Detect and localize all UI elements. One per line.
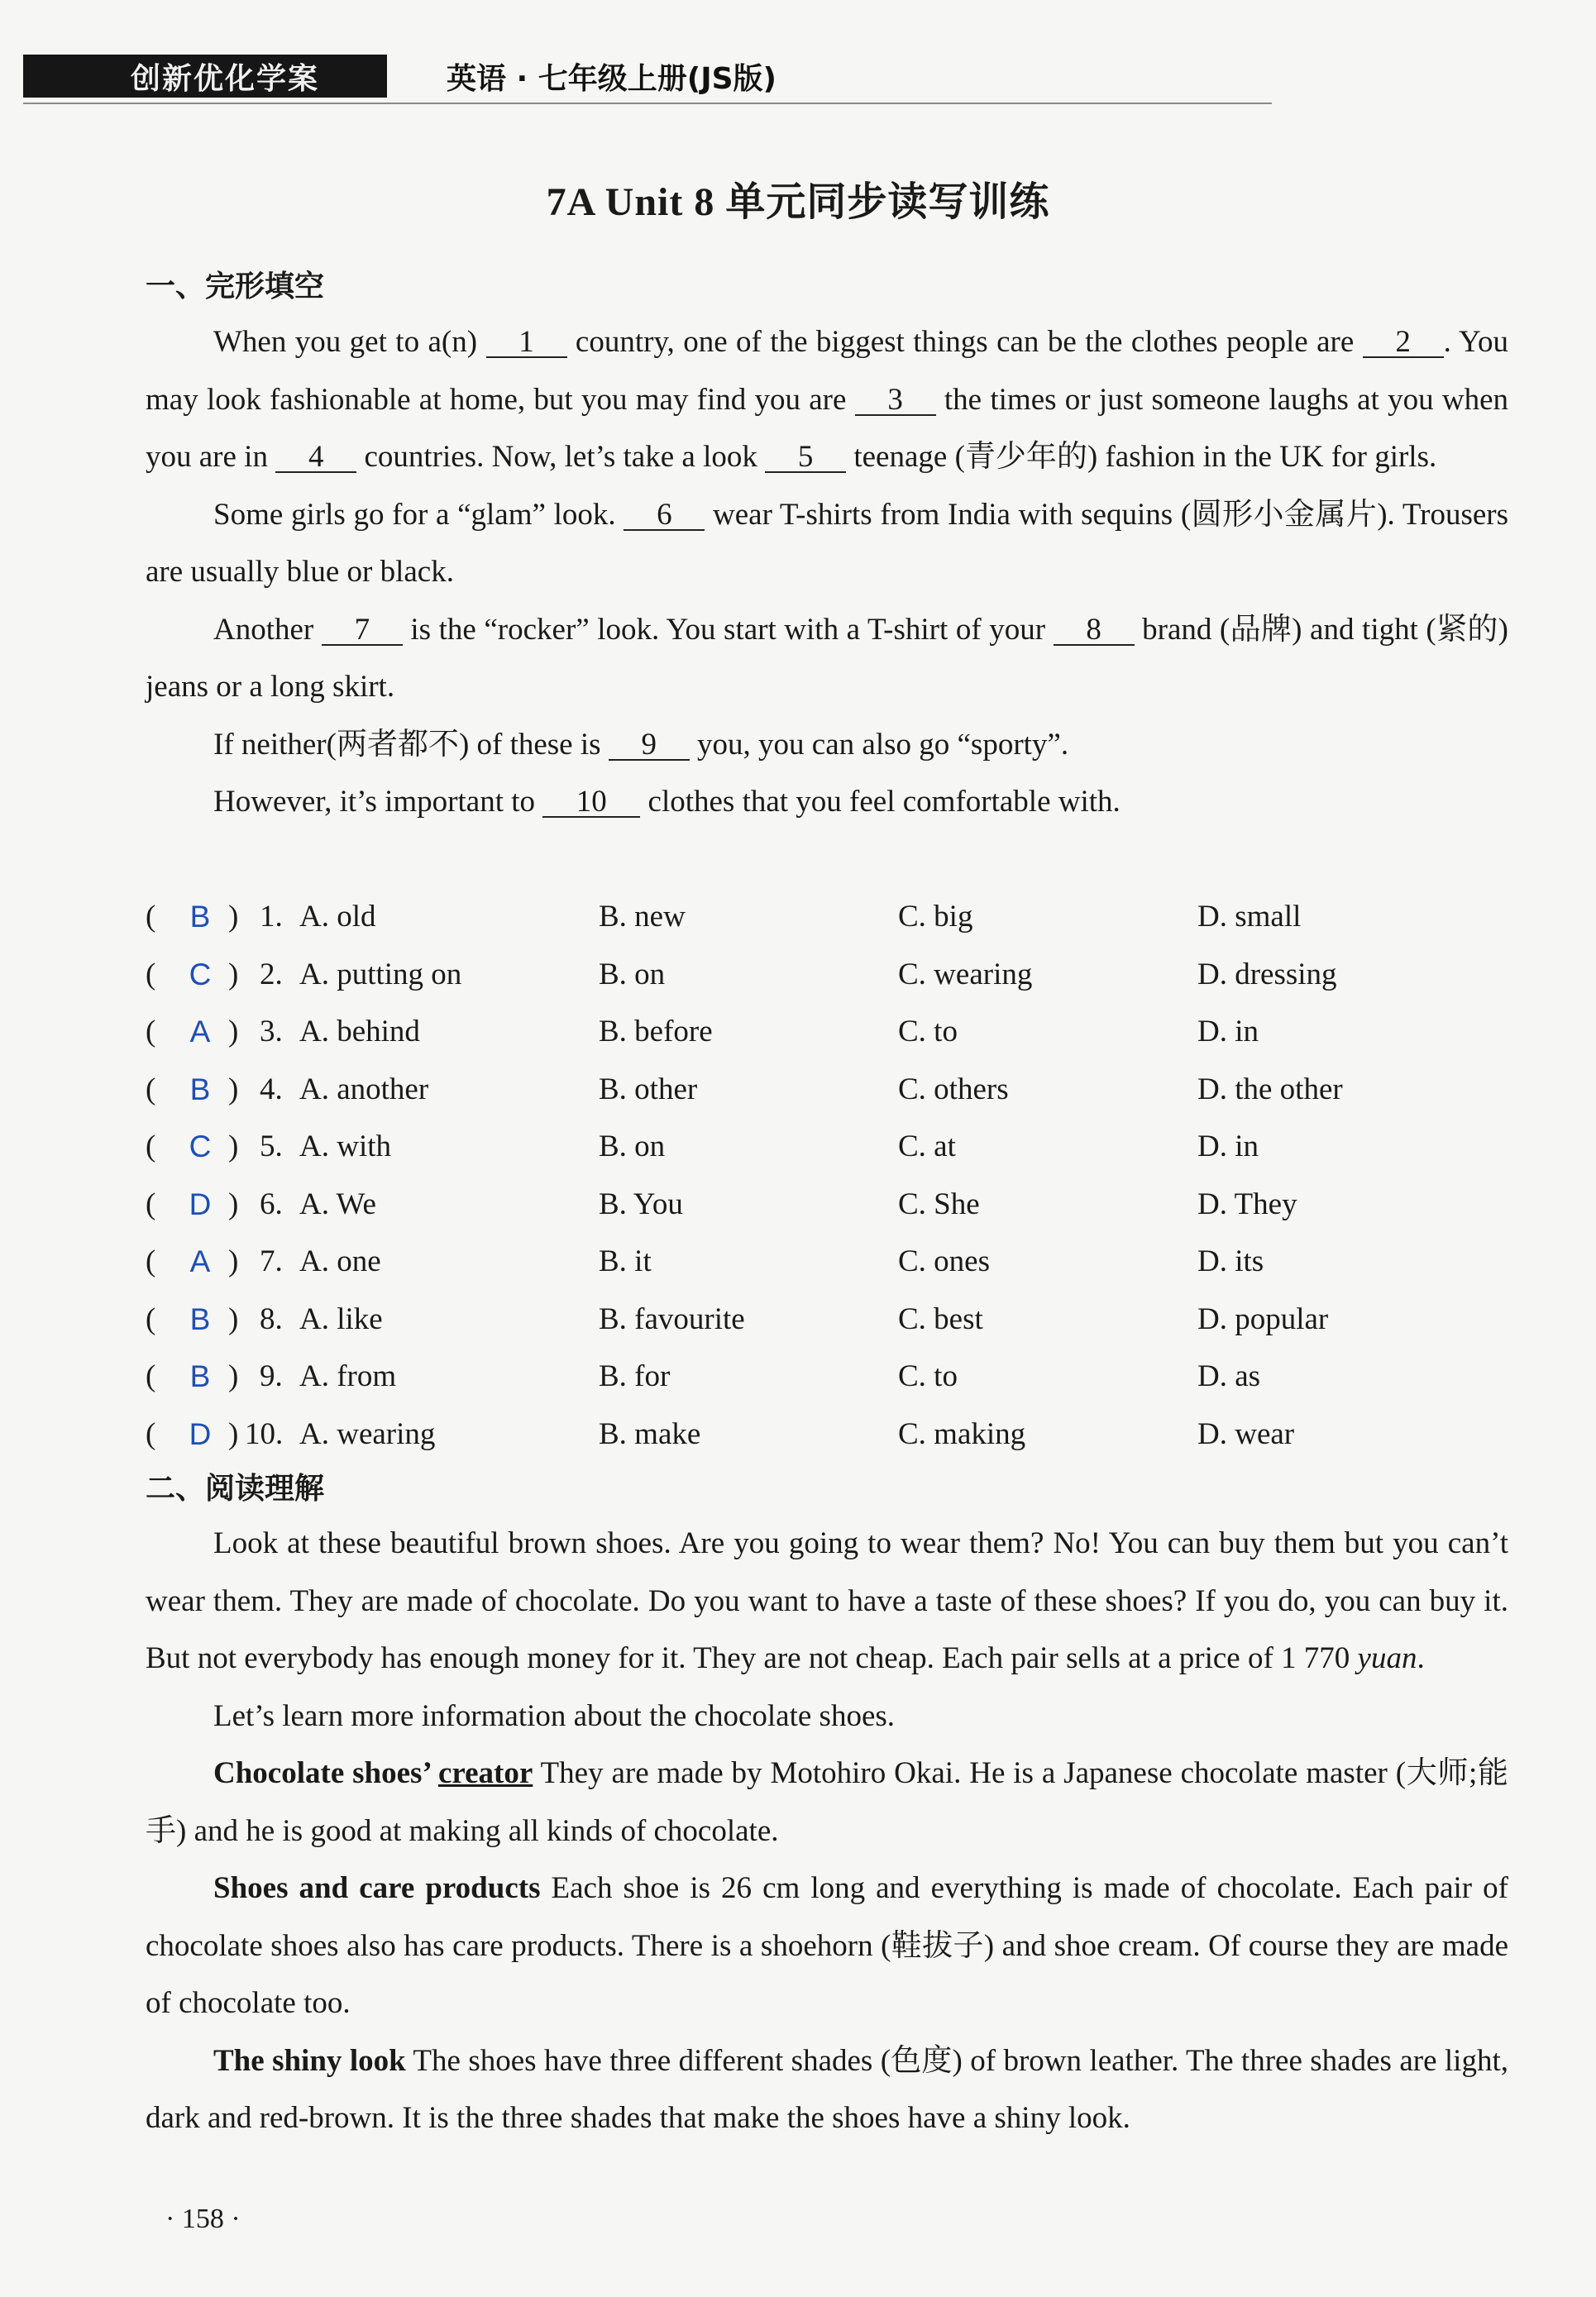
cloze-heading: 一、完形填空 bbox=[146, 270, 325, 303]
answer-mark: B bbox=[189, 900, 211, 934]
reading-paragraph-1: Look at these beautiful brown shoes. Are you going to wear them? No! You can buy them but you can’t wear them. They are made of chocolate. Do you want to have a taste of these shoes? If you do, you can buy it. But not everybody has enough money for it. They are not cheap. Each pair sells at a price of 1 770 yuan. bbox=[146, 1526, 1508, 1675]
reading-heading: 二、阅读理解 bbox=[146, 1472, 325, 1506]
answer-mark: B bbox=[189, 1301, 211, 1336]
question-row: ( D ) 6. A. We B. You C. She D. They bbox=[146, 1176, 1508, 1234]
blank-1: 1 bbox=[486, 328, 567, 358]
answer-mark: C bbox=[189, 1129, 212, 1163]
reading-paragraph-4: Shoes and care products Each shoe is 26 cm long and everything is made of chocolate. Each pair of chocolate shoes also has care products. There is a shoehorn (鞋拔子) and shoe cream. Of course they are made of chocolate too. bbox=[146, 1871, 1508, 2020]
blank-9: 9 bbox=[609, 731, 690, 761]
answer-mark: B bbox=[189, 1072, 211, 1106]
answer-mark: C bbox=[189, 957, 212, 991]
question-row: ( B ) 4. A. another B. other C. others D. the other bbox=[146, 1061, 1508, 1119]
blank-8: 8 bbox=[1054, 616, 1135, 646]
header-brand-bar bbox=[23, 55, 387, 98]
page-number: · 158 · bbox=[165, 2204, 241, 2234]
answer-mark: A bbox=[189, 1015, 211, 1048]
question-row: ( C ) 5. A. with B. on C. at D. in bbox=[146, 1118, 1508, 1176]
cloze-paragraph-3: Another 7 is the “rocker” look. You start with a T-shirt of your 8 brand (品牌) and tight (紧的) jeans or a long skirt. bbox=[146, 612, 1508, 704]
header-divider bbox=[23, 103, 1272, 104]
cloze-paragraph-2: Some girls go for a “glam” look. 6 wear T-shirts from India with sequins (圆形小金属片). Trousers are usually blue or black. bbox=[146, 497, 1508, 589]
question-row: ( C ) 2. A. putting on B. on C. wearing D. dressing bbox=[146, 946, 1508, 1004]
reading-paragraph-3: Chocolate shoes’ creator They are made by Motohiro Okai. He is a Japanese chocolate master (大师;能手) and he is good at making all kinds of chocolate. bbox=[146, 1756, 1508, 1848]
blank-5: 5 bbox=[765, 443, 846, 473]
blank-4: 4 bbox=[275, 443, 356, 473]
unit-title: 7A Unit 8 单元同步读写训练 bbox=[546, 180, 1050, 224]
cloze-paragraph-4: If neither(两者都不) of these is 9 you, you can also go “sporty”. bbox=[213, 727, 1069, 762]
question-row: ( B ) 8. A. like B. favourite C. best D. popular bbox=[146, 1291, 1508, 1349]
question-row: ( B ) 9. A. from B. for C. to D. as bbox=[146, 1348, 1508, 1406]
question-row: ( A ) 7. A. one B. it C. ones D. its bbox=[146, 1233, 1508, 1291]
cloze-options bbox=[146, 888, 1508, 1463]
reading-paragraph-5: The shiny look The shoes have three different shades (色度) of brown leather. The three shades are light, dark and red-brown. It is the three shades that make the shoes have a shiny look. bbox=[146, 2043, 1508, 2135]
reading-paragraph-2: Let’s learn more information about the chocolate shoes. bbox=[213, 1698, 896, 1733]
creator-word: creator bbox=[437, 1756, 533, 1790]
cloze-paragraph-1: When you get to a(n) 1 country, one of the biggest things can be the clothes people are 2 . You may look fashionable at home, but you may find you are 3 the times or just someone laughs at you when you are in 4 countries. Now, let’s take a look 5 teenage (青少年的) fashion in the UK for girls. bbox=[146, 325, 1508, 474]
answer-mark: D bbox=[189, 1416, 212, 1451]
cloze-passage bbox=[146, 313, 1508, 831]
blank-2: 2 bbox=[1363, 328, 1444, 358]
blank-3: 3 bbox=[855, 386, 936, 416]
blank-10: 10 bbox=[542, 788, 640, 818]
question-row: ( D ) 10. A. wearing B. make C. making D. wear bbox=[146, 1406, 1508, 1464]
reading-passage bbox=[146, 1515, 1508, 2147]
answer-mark: D bbox=[189, 1187, 212, 1221]
question-row: ( A ) 3. A. behind B. before C. to D. in bbox=[146, 1003, 1508, 1061]
answer-mark: A bbox=[189, 1244, 211, 1278]
header-brand: 创新优化学案 bbox=[131, 61, 320, 96]
question-row: ( B ) 1. A. old B. new C. big D. small bbox=[146, 888, 1508, 946]
cloze-paragraph-5: However, it’s important to 10 clothes that you feel comfortable with. bbox=[213, 785, 1121, 819]
blank-6: 6 bbox=[624, 501, 705, 531]
blank-7: 7 bbox=[322, 616, 403, 646]
header-book-title: 英语 · 七年级上册(JS版) bbox=[447, 61, 776, 96]
answer-mark: B bbox=[189, 1359, 211, 1393]
